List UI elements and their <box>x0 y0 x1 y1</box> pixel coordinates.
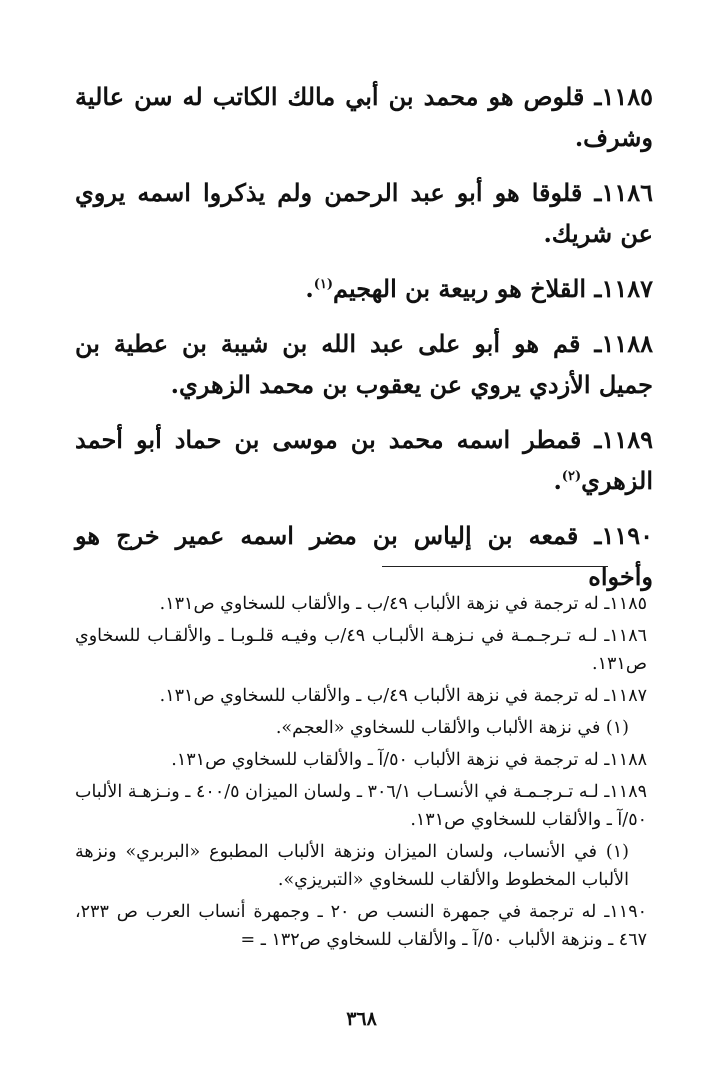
footnote-1186: ١١٨٦ـ لـه تـرجـمـة في نـزهـة الألبـاب ٤٩/ب وفيـه قلـوبـا ـ والألقـاب للسخاوي ص١٣١. <box>75 626 647 674</box>
entry-1185 <box>75 76 653 158</box>
entry-1189 <box>75 419 653 501</box>
entry-text: ـ قلوص هو محمد بن أبي مالك الكاتب له سن عالية وشرف. <box>75 82 653 152</box>
footnote-ref: (١) <box>313 277 333 292</box>
entry-text: ـ قم هو أبو على عبد الله بن شيبة بن عطية بن جميل الأزدي يروي عن يعقوب بن محمد الزهري. <box>75 329 653 399</box>
entry-number: ١١٨٦ <box>601 178 653 207</box>
footnote-1189: ١١٨٩ـ لـه تـرجـمـة في الأنسـاب ٣٠٦/١ ـ ولسان الميزان ٤٠٠/٥ ـ ونـزهـة الألباب ٥٠/آ ـ والألقاب للسخاوي ص١٣١. <box>75 782 648 830</box>
entry-tail: . <box>553 466 562 495</box>
entry-text: ـ القلاخ هو ربيعة بن الهجيم <box>332 274 602 303</box>
entry-1188 <box>75 323 653 405</box>
entry-number: ١١٨٩ <box>601 425 653 454</box>
entry-text: ـ قلوقا هو أبو عبد الرحمن ولم يذكروا اسمه يروي عن شريك. <box>75 178 653 248</box>
entry-1187 <box>75 268 653 309</box>
entry-text: ـ قمطر اسمه محمد بن موسى بن حماد أبو أحمد الزهري <box>75 425 653 495</box>
entry-number: ١١٨٨ <box>601 329 653 358</box>
entry-text: ـ قمعه بن إلياس بن مضر اسمه عمير خرج هو وأخواه <box>75 521 653 591</box>
entry-number: ١١٨٧ <box>601 274 653 303</box>
footnote-1185: ١١٨٥ـ له ترجمة في نزهة الألباب ٤٩/ب ـ والألقاب للسخاوي ص١٣١. <box>159 594 647 614</box>
entry-number: ١١٩٠ <box>601 521 653 550</box>
entry-1186 <box>75 172 653 254</box>
footnote-1187: ١١٨٧ـ له ترجمة في نزهة الألباب ٤٩/ب ـ والألقاب للسخاوي ص١٣١. <box>159 686 647 706</box>
footnotes <box>75 590 647 958</box>
entry-1190 <box>75 515 653 597</box>
entry-tail: . <box>305 274 314 303</box>
page-number: ٣٦٨ <box>346 1008 377 1030</box>
entry-number: ١١٨٥ <box>601 82 653 111</box>
footnote-1189-note: (١) في الأنساب، ولسان الميزان ونزهة الألباب المطبوع «البربري» ونزهة الألباب المخطوط والألقاب للسخاوي «التبريزي». <box>75 842 629 890</box>
footnote-1187-note: (١) في نزهة الألباب والألقاب للسخاوي «العجم». <box>275 718 629 738</box>
footnote-1188: ١١٨٨ـ له ترجمة في نزهة الألباب ٥٠/آ ـ والألقاب للسخاوي ص١٣١. <box>171 750 647 770</box>
footnote-ref: (٢) <box>561 469 582 484</box>
footnote-1190: ١١٩٠ـ له ترجمة في جمهرة النسب ص ٢٠ ـ وجمهرة أنساب العرب ص ٢٣٣، ٤٦٧ ـ ونزهة الألباب ٥٠/آ ـ والألقاب للسخاوي ص١٣٢ ـ = <box>75 902 647 950</box>
footnote-divider <box>382 566 608 567</box>
main-text <box>75 76 653 611</box>
